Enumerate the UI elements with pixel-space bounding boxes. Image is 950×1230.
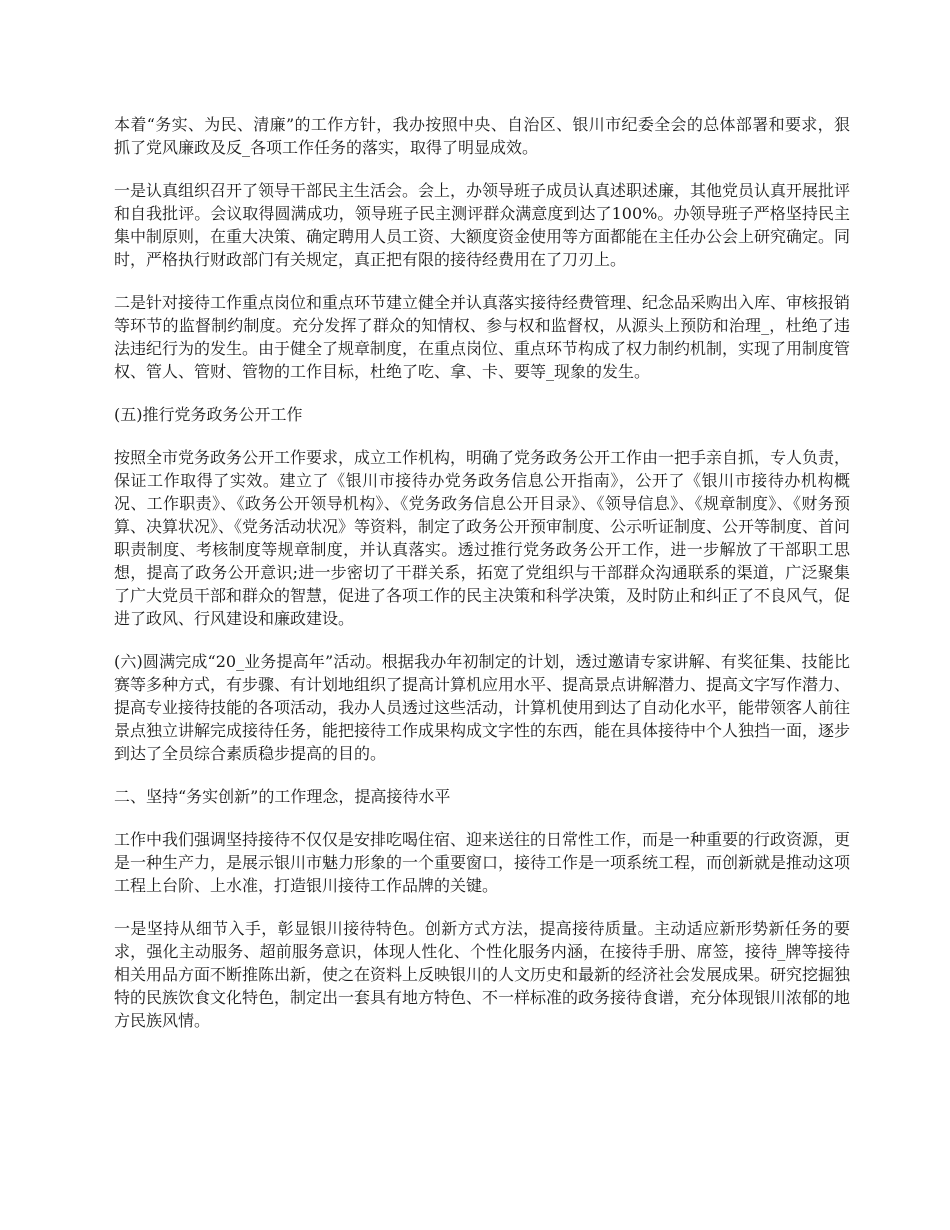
section-heading-openness: (五)推行党务政务公开工作: [114, 405, 303, 424]
document-body: [114, 113, 850, 1052]
paragraph-intro: 本着“务实、为民、清廉”的工作方针，我办按照中央、自治区、银川市纪委全会的总体部署和要求，狠抓了党风廉政及反_各项工作任务的落实，取得了明显成效。: [114, 115, 850, 157]
paragraph-reception-resource: 工作中我们强调坚持接待不仅仅是安排吃喝住宿、迎来送往的日常性工作，而是一种重要的行政资源，更是一种生产力，是展示银川市魅力形象的一个重要窗口，接待工作是一项系统工程，而创新就是推动这项工程上台阶、上水准，打造银川接待工作品牌的关键。: [114, 830, 851, 895]
paragraph-supervision-system: 二是针对接待工作重点岗位和重点环节建立健全并认真落实接待经费管理、纪念品采购出入库、审核报销等环节的监督制约制度。充分发挥了群众的知情权、参与权和监督权，从源头上预防和治理_，杜绝了违法违纪行为的发生。由于健全了规章制度，在重点岗位、重点环节构成了权力制约机制，实现了用制度管权、管人、管财、管物的工作目标，杜绝了吃、拿、卡、要等_现象的发生。: [114, 293, 851, 381]
paragraph-reception-features: 一是坚持从细节入手，彰显银川接待特色。创新方式方法，提高接待质量。主动适应新形势新任务的要求，强化主动服务、超前服务意识，体现人性化、个性化服务内涵，在接待手册、席签，接待_牌等接待相关用品方面不断推陈出新，使之在资料上反映银川的人文历史和最新的经济社会发展成果。研究挖掘独特的民族饮食文化特色，制定出一套具有地方特色、不一样标准的政务接待食谱，充分体现银川浓郁的地方民族风情。: [114, 919, 851, 1030]
section-heading-innovation: 二、坚持“务实创新”的工作理念，提高接待水平: [114, 787, 451, 806]
paragraph-democratic-life-meeting: 一是认真组织召开了领导干部民主生活会。会上，办领导班子成员认真述职述廉，其他党员认真开展批评和自我批评。会议取得圆满成功，领导班子民主测评群众满意度到达了100%。办领导班子严格坚持民主集中制原则，在重大决策、确定聘用人员工资、大额度资金使用等方面都能在主任办公会上研究确定。同时，严格执行财政部门有关规定，真正把有限的接待经费用在了刀刃上。: [114, 181, 851, 269]
paragraph-openness-work: 按照全市党务政务公开工作要求，成立工作机构，明确了党务政务公开工作由一把手亲自抓，专人负责，保证工作取得了实效。建立了《银川市接待办党务政务信息公开指南》，公开了《银川市接待办机构概况、工作职责》、《政务公开领导机构》、《党务政务信息公开目录》、《领导信息》、《规章制度》、《财务预算、决算状况》、《党务活动状况》等资料，制定了政务公开预审制度、公示听证制度、公开等制度、首问职责制度、考核制度等规章制度，并认真落实。透过推行党务政务公开工作，进一步解放了干部职工思想，提高了政务公开意识;进一步密切了干群关系，拓宽了党组织与干部群众沟通联系的渠道，广泛聚集了广大党员干部和群众的智慧，促进了各项工作的民主决策和科学决策，及时防止和纠正了不良风气，促进了政风、行风建设和廉政建设。: [114, 448, 851, 628]
paragraph-improvement-year: (六)圆满完成“20_业务提高年”活动。根据我办年初制定的计划，透过邀请专家讲解、有奖征集、技能比赛等多种方式，有步骤、有计划地组织了提高计算机应用水平、提高景点讲解潜力、提高文字写作潜力、提高专业接待技能的各项活动，我办人员透过这些活动，计算机使用到达了自动化水平，能带领客人前往景点独立讲解完成接待任务，能把接待工作成果构成文字性的东西，能在具体接待中个人独挡一面，逐步到达了全员综合素质稳步提高的目的。: [114, 652, 851, 763]
